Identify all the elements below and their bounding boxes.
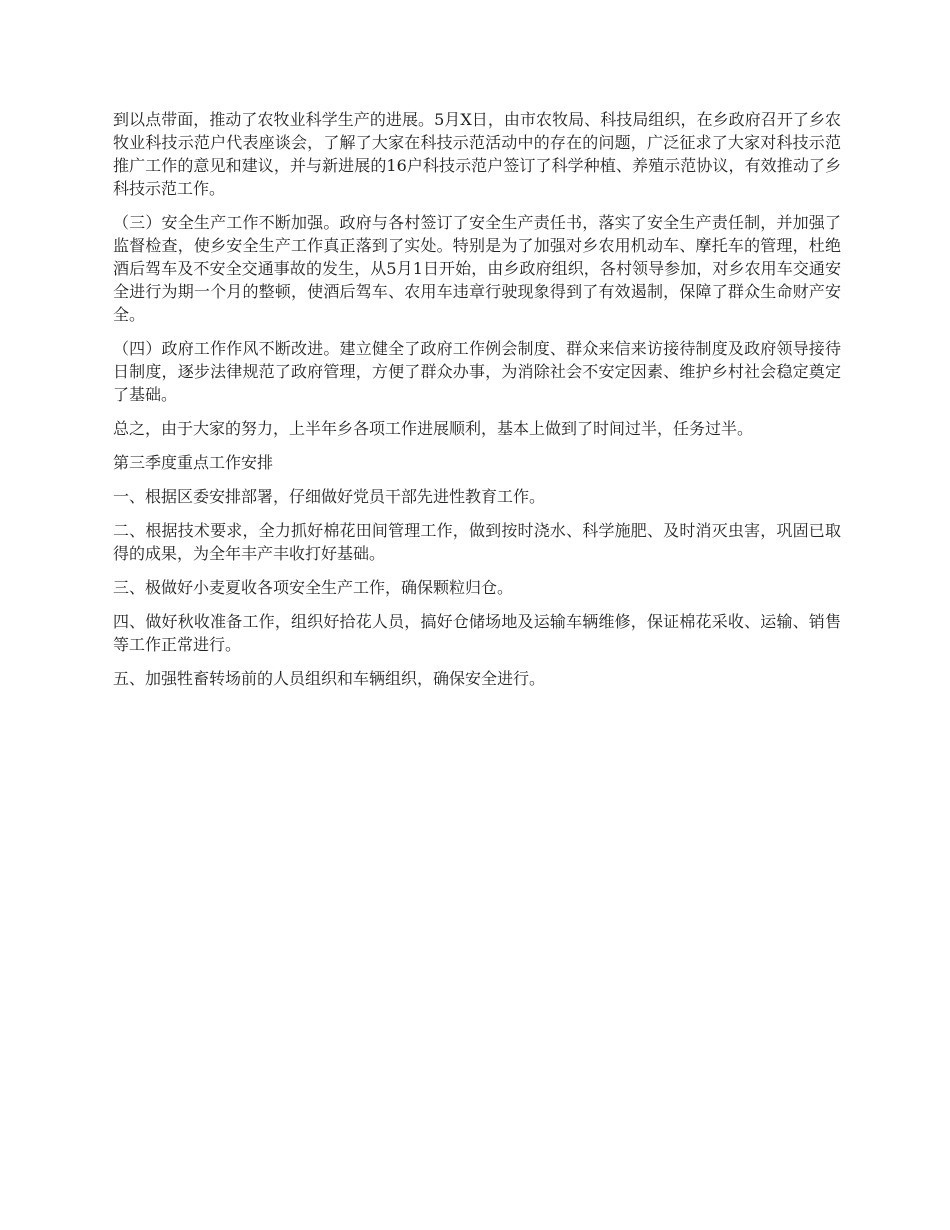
list-item: 一、根据区委安排部署，仔细做好党员干部先进性教育工作。 — [113, 487, 546, 506]
paragraph-science-demo: 到以点带面，推动了农牧业科学生产的进展。5月X日，由市农牧局、科技局组织，在乡政府召开了乡农牧业科技示范户代表座谈会，了解了大家在科技示范活动中的存在的问题，广泛征求了大家对科技示范推广工作的意见和建议，并与新进展的16户科技示范户签订了科学种植、养殖示范协议，有效推动了乡科技示范工作。 — [113, 110, 841, 198]
list-item: 五、加强牲畜转场前的人员组织和车辆组织，确保安全进行。 — [113, 669, 546, 688]
list-item: 四、做好秋收准备工作，组织好拾花人员，搞好仓储场地及运输车辆维修，保证棉花采收、运输、销售等工作正常进行。 — [113, 612, 841, 654]
section-heading: 第三季度重点工作安排 — [113, 453, 274, 472]
paragraph-work-style: （四）政府工作作风不断改进。建立健全了政府工作例会制度、群众来信来访接待制度及政府领导接待日制度，逐步法律规范了政府管理，方便了群众办事，为消除社会不安定因素、维护乡村社会稳定奠定了基础。 — [113, 339, 841, 404]
document-body — [113, 108, 841, 701]
paragraph-summary: 总之，由于大家的努力，上半年乡各项工作进展顺利，基本上做到了时间过半，任务过半。 — [113, 419, 754, 438]
list-item: 三、极做好小麦夏收各项安全生产工作，确保颗粒归仓。 — [113, 578, 514, 597]
paragraph-safety-production: （三）安全生产工作不断加强。政府与各村签订了安全生产责任书，落实了安全生产责任制，并加强了监督检查，使乡安全生产工作真正落到了实处。特别是为了加强对乡农用机动车、摩托车的管理，杜绝酒后驾车及不安全交通事故的发生，从5月1日开始，由乡政府组织，各村领导参加，对乡农用车交通安全进行为期一个月的整顿，使酒后驾车、农用车违章行驶现象得到了有效遏制，保障了群众生命财产安全。 — [113, 213, 841, 324]
list-item: 二、根据技术要求，全力抓好棉花田间管理工作，做到按时浇水、科学施肥、及时消灭虫害，巩固已取得的成果，为全年丰产丰收打好基础。 — [113, 521, 841, 563]
